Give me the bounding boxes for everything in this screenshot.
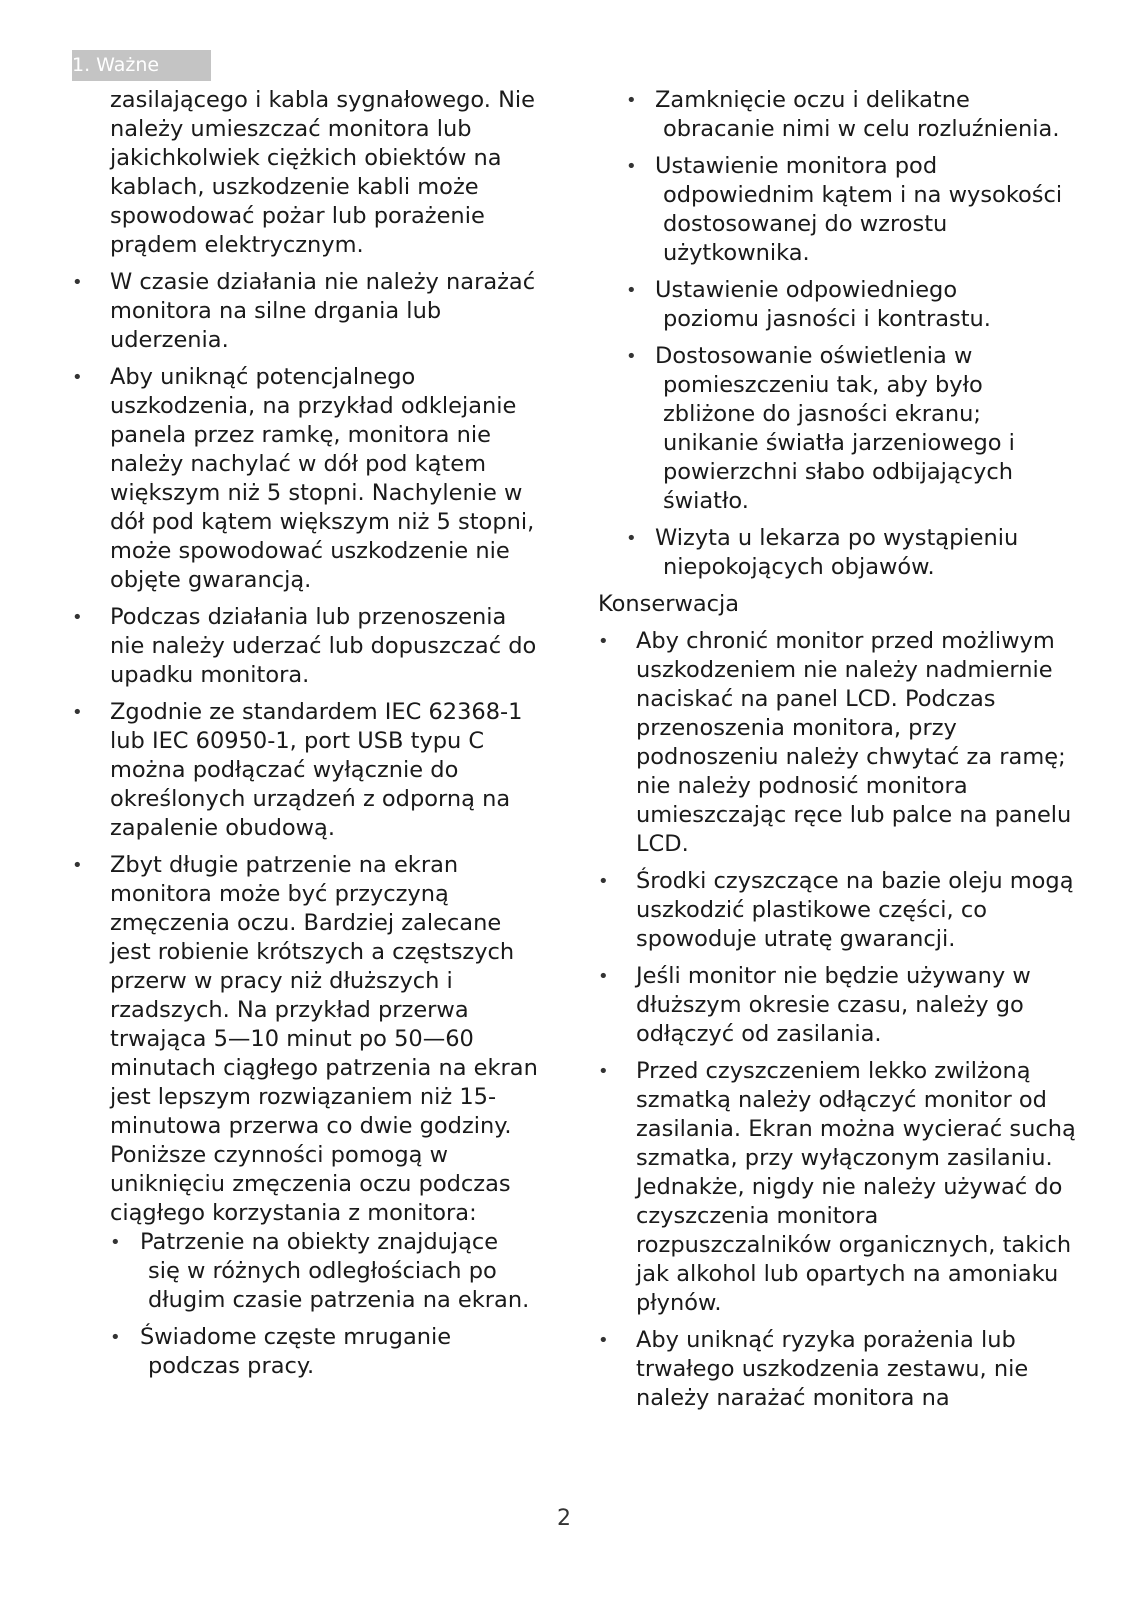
list-item-text: Aby chronić monitor przed możliwym uszkodzeniem nie należy nadmiernie naciskać na panel LCD. Podczas przenoszenia monitora, przy podnoszeniu należy chwytać za ramę; nie należy podnosić monitora umieszczając ręce lub palce na panelu LCD. [636, 628, 1072, 857]
list-item [598, 962, 1078, 1049]
sub-item-first-line: Patrzenie na obiekty znajdujące [140, 1229, 499, 1255]
sub-item-rest: niepokojących objawów. [663, 554, 935, 580]
section-heading: Konserwacja [598, 591, 740, 617]
bullet-dot-icon: • [598, 631, 609, 652]
sub-item-rest: pomieszczeniu tak, aby było zbliżone do jasności ekranu; unikanie światła jarzeniowego i powierzchni słabo odbijających światło. [663, 372, 1015, 514]
sub-item-rest: podczas pracy. [148, 1353, 315, 1379]
bullet-dot-icon: • [626, 280, 637, 301]
bullet-dot-icon: • [626, 156, 637, 177]
list-item [598, 1326, 1078, 1413]
list-item-text: Zbyt długie patrzenie na ekran monitora może być przyczyną zmęczenia oczu. Bardziej zalecane jest robienie krótszych a częstszych przerw w pracy niż dłuższych i rzadszych. Na przykład przerwa trwająca 5—10 minut po 50—60 minutach ciągłego patrzenia na ekran jest lepszym rozwiązaniem niż 15-minutowa przerwa co dwie godziny. Poniższe czynności pomogą w uniknięciu zmęczenia oczu podczas ciągłego korzystania z monitora: [110, 852, 538, 1226]
bullet-dot-icon: • [110, 1232, 121, 1253]
list-item [72, 363, 542, 595]
bullet-dot-icon: • [72, 607, 83, 628]
left-column [72, 86, 542, 1389]
bullet-dot-icon: • [72, 272, 83, 293]
sub-item-first-line: Wizyta u lekarza po wystąpieniu [655, 525, 1019, 551]
list-item-text: Podczas działania lub przenoszenia nie należy uderzać lub dopuszczać do upadku monitora. [110, 604, 537, 688]
sub-item-first-line: Zamknięcie oczu i delikatne [655, 87, 970, 113]
list-item-text: W czasie działania nie należy narażać monitora na silne drgania lub uderzenia. [110, 269, 536, 353]
list-item-text: Przed czyszczeniem lekko zwilżoną szmatką należy odłączyć monitor od zasilania. Ekran można wycierać suchą szmatka, przy wyłączonym zasilaniu. Jednakże, nigdy nie należy używać do czyszczenia monitora rozpuszczalników organicznych, takich jak alkohol lub opartych na amoniaku płynów. [636, 1058, 1076, 1316]
list-item-text: Aby uniknąć potencjalnego uszkodzenia, na przykład odklejanie panela przez ramkę, monitora nie należy nachylać w dół pod kątem większym niż 5 stopni. Nachylenie w dół pod kątem większym niż 5 stopni, może spowodować uszkodzenie nie objęte gwarancją. [110, 364, 535, 593]
sub-item-first-line: Ustawienie monitora pod [655, 153, 938, 179]
sub-item-first-line: Dostosowanie oświetlenia w [655, 343, 973, 369]
sub-item-rest: poziomu jasności i kontrastu. [663, 306, 991, 332]
sub-list-item [598, 524, 1078, 582]
sub-list-item [598, 152, 1078, 268]
bullet-dot-icon: • [72, 367, 83, 388]
maintenance-bullet-list [598, 627, 1078, 1413]
bullet-dot-icon: • [626, 90, 637, 111]
sub-list-item [598, 86, 1078, 144]
list-item [72, 851, 542, 1381]
left-bullet-list [72, 268, 542, 1381]
bullet-dot-icon: • [598, 1330, 609, 1351]
continued-paragraph: zasilającego i kabla sygnałowego. Nie należy umieszczać monitora lub jakichkolwiek ciężkich obiektów na kablach, uszkodzenie kabli może spowodować pożar lub porażenie prądem elektrycznym. [110, 87, 536, 258]
list-item-text: Aby uniknąć ryzyka porażenia lub trwałego uszkodzenia zestawu, nie należy narażać monitora na [636, 1327, 1029, 1411]
sub-list-item [110, 1228, 542, 1315]
bullet-dot-icon: • [598, 871, 609, 892]
eye-tips-sublist-continued [598, 86, 1078, 582]
sub-item-first-line: Świadome częste mruganie [140, 1324, 452, 1350]
sub-item-rest: obracanie nimi w celu rozluźnienia. [663, 116, 1060, 142]
right-column [598, 86, 1078, 1421]
list-item-text: Zgodnie ze standardem IEC 62368-1 lub IEC 60950-1, port USB typu C można podłączać wyłącznie do określonych urządzeń z odporną na zapalenie obudową. [110, 699, 523, 841]
section-tab: 1. Ważne [72, 50, 211, 81]
sub-item-rest: odpowiednim kątem i na wysokości dostosowanej do wzrostu użytkownika. [663, 182, 1063, 266]
list-item-text: Jeśli monitor nie będzie używany w dłuższym okresie czasu, należy go odłączyć od zasilania. [636, 963, 1031, 1047]
bullet-dot-icon: • [626, 346, 637, 367]
list-item-text: Środki czyszczące na bazie oleju mogą uszkodzić plastikowe części, co spowoduje utratę gwarancji. [636, 868, 1074, 952]
list-item [72, 268, 542, 355]
sub-list-item [110, 1323, 542, 1381]
bullet-dot-icon: • [110, 1327, 121, 1348]
list-item [598, 867, 1078, 954]
list-item [598, 627, 1078, 859]
list-item [72, 698, 542, 843]
bullet-dot-icon: • [72, 702, 83, 723]
list-item [598, 1057, 1078, 1318]
sub-item-first-line: Ustawienie odpowiedniego [655, 277, 958, 303]
page-number: 2 [557, 1506, 571, 1531]
bullet-dot-icon: • [598, 1061, 609, 1082]
sub-item-rest: się w różnych odległościach po długim czasie patrzenia na ekran. [148, 1258, 530, 1313]
bullet-dot-icon: • [626, 528, 637, 549]
sub-list-item [598, 342, 1078, 516]
eye-tips-sublist [110, 1228, 542, 1381]
bullet-dot-icon: • [72, 855, 83, 876]
bullet-dot-icon: • [598, 966, 609, 987]
list-item [72, 603, 542, 690]
sub-list-item [598, 276, 1078, 334]
